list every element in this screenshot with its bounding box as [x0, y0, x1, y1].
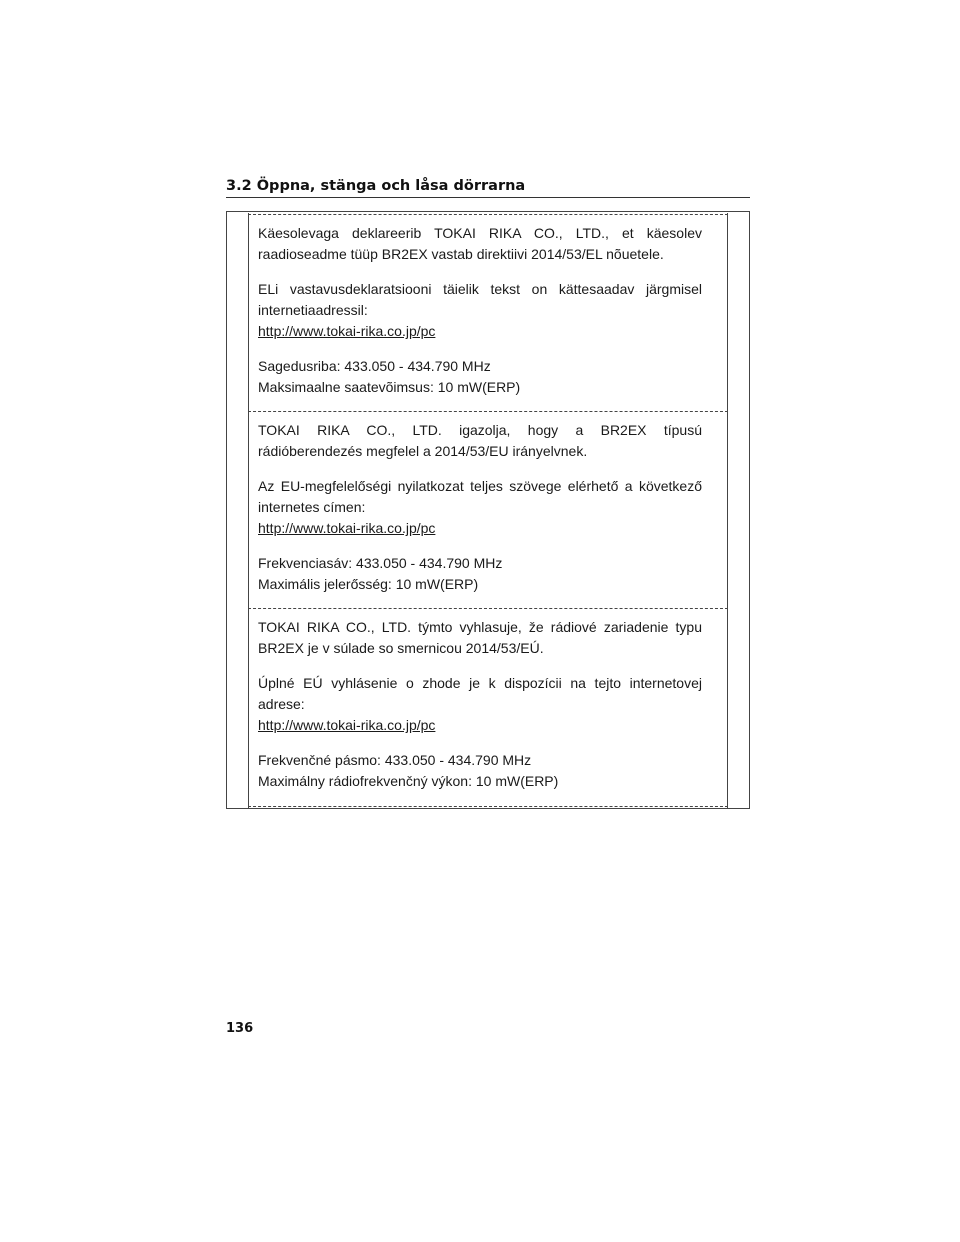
declaration-link[interactable]: http://www.tokai-rika.co.jp/pc: [258, 717, 436, 733]
declaration-link[interactable]: http://www.tokai-rika.co.jp/pc: [258, 520, 436, 536]
declaration-link[interactable]: http://www.tokai-rika.co.jp/pc: [258, 323, 436, 339]
frequency-text: Sagedusriba: 433.050 - 434.790 MHz: [258, 358, 491, 374]
declaration-block-slovak: [248, 608, 728, 792]
availability-text: [258, 476, 702, 539]
availability-label: Úplné EÚ vyhlásenie o zhode je k dispozícii na tejto internetovej adrese:: [258, 675, 702, 712]
section-title: 3.2 Öppna, stänga och låsa dörrarna: [226, 178, 750, 198]
availability-text: [258, 673, 702, 736]
declaration-text: Käesolevaga deklareerib TOKAI RIKA CO., LTD., et käesolev raadioseadme tüüp BR2EX vastab direktiivi 2014/53/EL nõuetele.: [258, 225, 702, 262]
frequency-text: Frekvenčné pásmo: 433.050 - 434.790 MHz: [258, 752, 532, 768]
power-text: Maximálny rádiofrekvenčný výkon: 10 mW(ERP): [258, 773, 559, 789]
declaration-text: TOKAI RIKA CO., LTD. týmto vyhlasuje, že rádiové zariadenie typu BR2EX je v súlade so smernicou 2014/53/EÚ.: [258, 619, 702, 656]
bottom-divider: [248, 806, 728, 807]
availability-label: Az EU-megfelelőségi nyilatkozat teljes szövege elérhető a következő internetes címen:: [258, 478, 702, 515]
availability-text: [258, 279, 702, 342]
frequency-text: Frekvenciasáv: 433.050 - 434.790 MHz: [258, 555, 503, 571]
declaration-block-estonian: [248, 214, 728, 398]
declaration-text: TOKAI RIKA CO., LTD. igazolja, hogy a BR2EX típusú rádióberendezés megfelel a 2014/53/EU irányelvnek.: [258, 422, 702, 459]
power-text: Maksimaalne saatevõimsus: 10 mW(ERP): [258, 379, 521, 395]
page-number: 136: [226, 1021, 254, 1036]
availability-label: ELi vastavusdeklaratsiooni täielik tekst on kättesaadav järgmisel internetiaadressil:: [258, 281, 702, 318]
declaration-block-hungarian: [248, 411, 728, 595]
power-text: Maximális jelerősség: 10 mW(ERP): [258, 576, 479, 592]
